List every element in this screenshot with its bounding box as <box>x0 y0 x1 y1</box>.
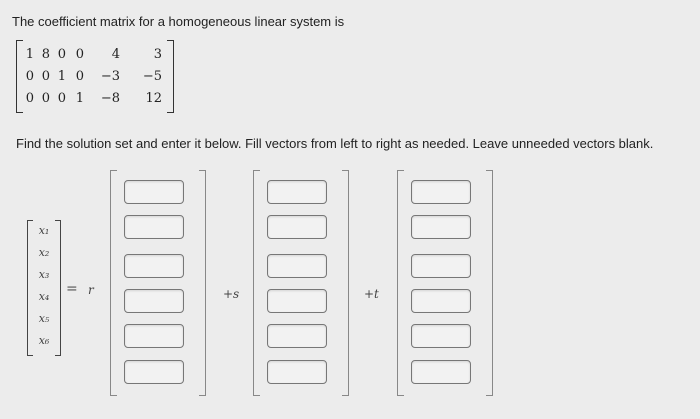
vector-s-entry-3[interactable] <box>267 254 327 278</box>
matrix-cell: 0 <box>57 91 66 106</box>
matrix-row-2 <box>22 67 168 89</box>
coefficient-matrix <box>16 40 174 113</box>
variable-x5: x₅ <box>38 312 50 325</box>
vector-s-entry-4[interactable] <box>267 289 327 313</box>
matrix-cell: 0 <box>25 91 34 106</box>
variable-vector-right-bracket <box>55 220 61 356</box>
matrix-row-1 <box>22 45 168 67</box>
vector-t-entry-1[interactable] <box>411 180 471 204</box>
vector-t-entry-2[interactable] <box>411 215 471 239</box>
matrix-cell: 1 <box>75 91 84 106</box>
vector-right-bracket <box>199 170 206 396</box>
matrix-cell: −8 <box>100 91 120 106</box>
matrix-cell: 3 <box>153 47 162 62</box>
vector-r-entry-3[interactable] <box>124 254 184 278</box>
matrix-cell: 4 <box>111 47 120 62</box>
matrix-cell: 12 <box>145 91 162 106</box>
variable-x2: x₂ <box>38 246 50 259</box>
matrix-cell: −3 <box>100 69 120 84</box>
vector-r-entry-6[interactable] <box>124 360 184 384</box>
vector-t-entry-6[interactable] <box>411 360 471 384</box>
matrix-cell: 0 <box>25 69 34 84</box>
matrix-cell: 1 <box>57 69 66 84</box>
matrix-cell: 0 <box>75 47 84 62</box>
instructions: Find the solution set and enter it below. Fill vectors from left to right as needed. Leave unneeded vectors blank. <box>16 136 654 151</box>
coefficient-r: r <box>88 283 94 297</box>
vector-t-entry-3[interactable] <box>411 254 471 278</box>
coefficient-t: +t <box>364 287 379 301</box>
vector-r-entry-5[interactable] <box>124 324 184 348</box>
matrix-cell: 0 <box>41 69 50 84</box>
solution-vector-s <box>253 170 349 396</box>
vector-right-bracket <box>342 170 349 396</box>
variable-x1: x₁ <box>38 224 50 237</box>
vector-left-bracket <box>253 170 260 396</box>
matrix-row-3 <box>22 89 168 111</box>
vector-s-entry-5[interactable] <box>267 324 327 348</box>
vector-left-bracket <box>397 170 404 396</box>
vector-s-entry-6[interactable] <box>267 360 327 384</box>
problem-prompt: The coefficient matrix for a homogeneous linear system is <box>12 14 345 29</box>
matrix-cell: 8 <box>41 47 50 62</box>
variable-x4: x₄ <box>38 290 50 303</box>
vector-s-entry-2[interactable] <box>267 215 327 239</box>
matrix-cell: 0 <box>75 69 84 84</box>
vector-t-entry-4[interactable] <box>411 289 471 313</box>
matrix-cell: −5 <box>142 69 162 84</box>
vector-left-bracket <box>110 170 117 396</box>
solution-vector-r <box>110 170 206 396</box>
vector-r-entry-4[interactable] <box>124 289 184 313</box>
matrix-cell: 0 <box>57 47 66 62</box>
variable-x6: x₆ <box>38 334 50 347</box>
variable-x3: x₃ <box>38 268 50 281</box>
matrix-cell: 0 <box>41 91 50 106</box>
solution-vector-t <box>397 170 493 396</box>
matrix-cell: 1 <box>25 47 34 62</box>
vector-s-entry-1[interactable] <box>267 180 327 204</box>
vector-right-bracket <box>486 170 493 396</box>
vector-r-entry-2[interactable] <box>124 215 184 239</box>
matrix-right-bracket <box>167 40 174 113</box>
variable-vector <box>27 220 61 356</box>
coefficient-s: +s <box>223 287 240 301</box>
vector-t-entry-5[interactable] <box>411 324 471 348</box>
vector-r-entry-1[interactable] <box>124 180 184 204</box>
equals-sign: = <box>66 281 78 297</box>
